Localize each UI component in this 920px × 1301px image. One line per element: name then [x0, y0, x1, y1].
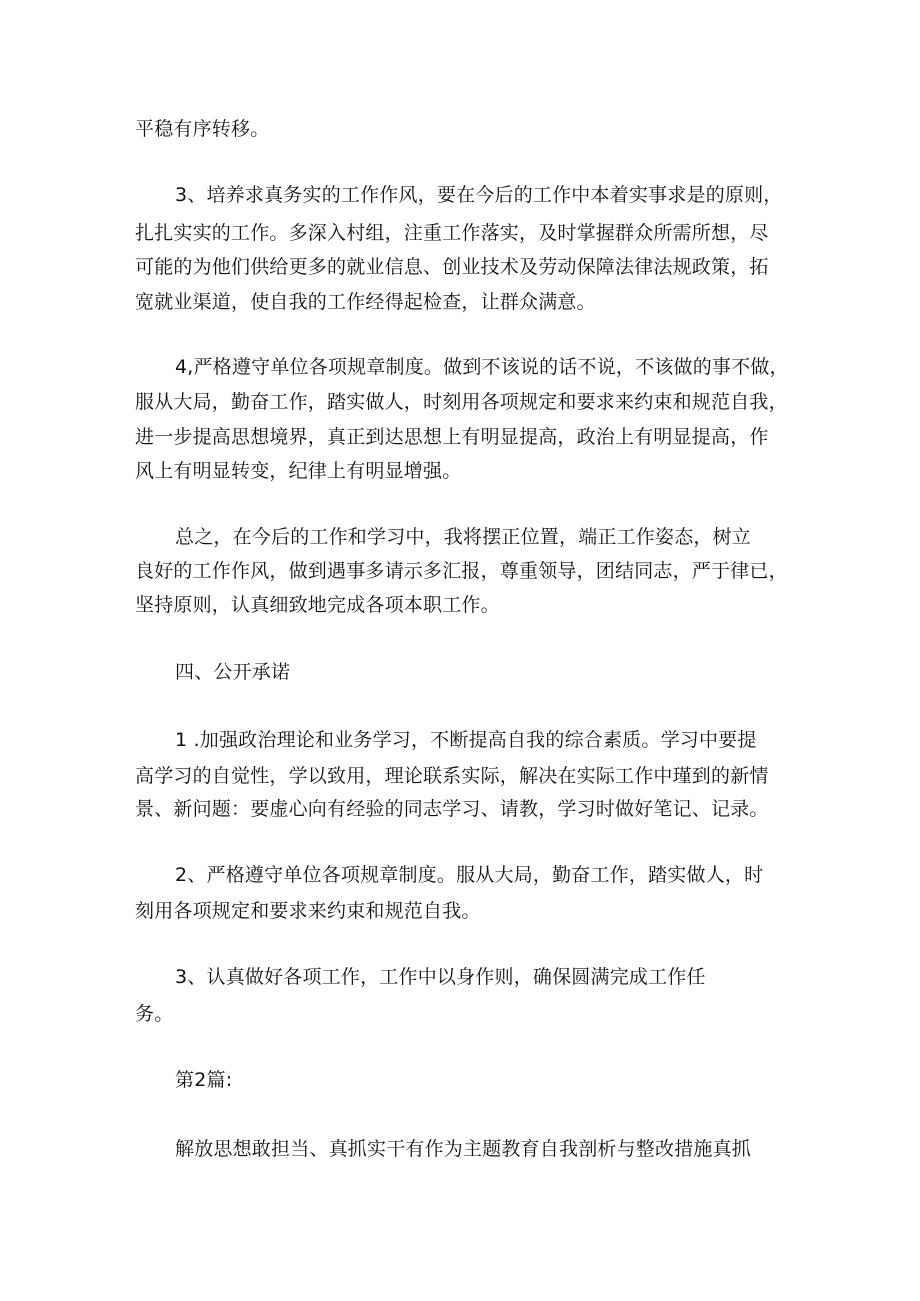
paragraph-line: 良好的工作作风，做到遇事多请示多汇报，尊重领导，团结同志，严于律已， — [135, 560, 788, 582]
paragraph-line: 可能的为他们供给更多的就业信息、创业技术及劳动保障法律法规政策，拓 — [135, 256, 769, 278]
paragraph-line: 服从大局，勤奋工作，踏实做人，时刻用各项规定和要求来约束和规范自我， — [135, 391, 788, 413]
paragraph-line: 坚持原则，认真细致地完成各项本职工作。 — [135, 594, 500, 616]
paragraph-line: 扎扎实实的工作。多深入村组，注重工作落实，及时掌握群众所需所想，尽 — [135, 222, 769, 244]
paragraph-line: 1 .加强政治理论和业务学习，不断提高自我的综合素质。学习中要提 — [175, 729, 757, 751]
paragraph-line: 2、严格遵守单位各项规章制度。服从大局，勤奋工作，踏实做人，时 — [175, 864, 764, 886]
paragraph-line: 4,严格遵守单位各项规章制度。做到不该说的话不说，不该做的事不做， — [175, 356, 789, 378]
section-heading: 第2篇: — [175, 1069, 233, 1091]
paragraph-line: 宽就业渠道，使自我的工作经得起检查，让群众满意。 — [135, 291, 596, 313]
paragraph-line: 3、认真做好各项工作，工作中以身作则，确保圆满完成工作任 — [175, 966, 706, 988]
paragraph-line: 解放思想敢担当、真抓实干有作为主题教育自我剖析与整改措施真抓 — [175, 1138, 752, 1160]
paragraph-line: 风上有明显转变，纪律上有明显增强。 — [135, 460, 462, 482]
paragraph-line: 景、新问题：要虚心向有经验的同志学习、请教，学习时做好笔记、记录。 — [135, 798, 769, 820]
paragraph-line: 进一步提高思想境界，真正到达思想上有明显提高，政治上有明显提高，作 — [135, 426, 769, 448]
section-heading: 四、公开承诺 — [175, 661, 291, 683]
paragraph-line: 务。 — [135, 1003, 174, 1025]
paragraph-line: 平稳有序转移。 — [135, 118, 270, 140]
paragraph-line: 总之，在今后的工作和学习中，我将摆正位置，端正工作姿态，树立 — [175, 526, 752, 548]
paragraph-line: 高学习的自觉性，学以致用，理论联系实际，解决在实际工作中瑾到的新情 — [135, 765, 769, 787]
paragraph-line: 3、培养求真务实的工作作风，要在今后的工作中本着实事求是的原则， — [175, 184, 783, 206]
paragraph-line: 刻用各项规定和要求来约束和规范自我。 — [135, 900, 481, 922]
